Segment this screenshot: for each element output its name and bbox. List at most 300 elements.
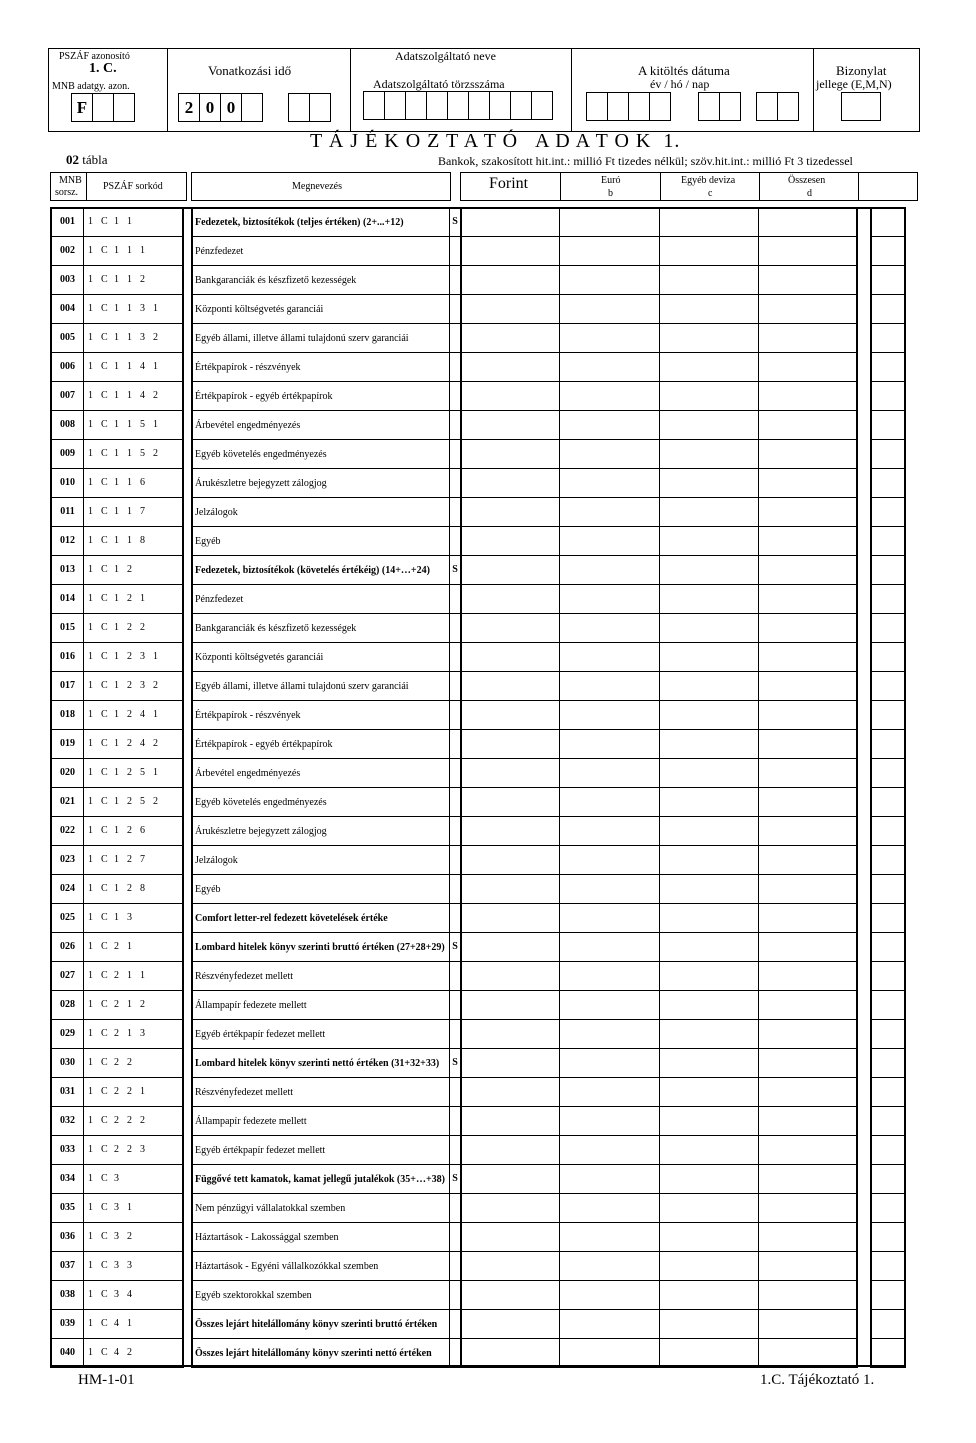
- row-value-forint-cell[interactable]: [460, 730, 560, 759]
- row-sum-marker: S: [449, 1165, 460, 1194]
- mnb-id-box-3[interactable]: [113, 93, 135, 122]
- provider-id-box-9[interactable]: [531, 91, 553, 120]
- row-number: 001: [50, 208, 84, 237]
- row-value-euro-cell[interactable]: [560, 1078, 660, 1107]
- row-value-other-cell[interactable]: [660, 701, 759, 730]
- row-value-total-cell[interactable]: [759, 382, 858, 411]
- row-value-euro-cell[interactable]: [560, 1194, 660, 1223]
- provider-id-box-6[interactable]: [468, 91, 490, 120]
- row-value-euro-cell[interactable]: [560, 440, 660, 469]
- fill-day-digit-1[interactable]: [756, 92, 778, 121]
- row-sum-marker: [449, 1223, 460, 1252]
- row-description-text: Árbevétel engedményezés: [195, 419, 301, 431]
- row-value-total-cell[interactable]: [759, 266, 858, 295]
- row-value-euro-cell[interactable]: [560, 1136, 660, 1165]
- row-value-forint-cell[interactable]: [460, 1020, 560, 1049]
- period-month-digit-1[interactable]: [288, 93, 310, 122]
- row-value-other-cell[interactable]: [660, 469, 759, 498]
- row-pszaf-code: [84, 904, 184, 933]
- row-value-euro-cell[interactable]: [560, 469, 660, 498]
- row-value-total-cell[interactable]: [759, 1078, 858, 1107]
- row-check-cell[interactable]: [870, 933, 906, 962]
- row-check-cell[interactable]: [870, 237, 906, 266]
- row-value-forint-cell[interactable]: [460, 875, 560, 904]
- row-value-total-cell[interactable]: [759, 498, 858, 527]
- row-value-other-cell[interactable]: [660, 1281, 759, 1310]
- row-pszaf-code-char: 2: [127, 767, 132, 778]
- mnb-id-box-2[interactable]: [92, 93, 114, 122]
- row-value-other-cell[interactable]: [660, 498, 759, 527]
- row-pszaf-code-char: C: [101, 535, 108, 546]
- row-value-forint-cell[interactable]: [460, 672, 560, 701]
- row-value-forint-cell[interactable]: [460, 324, 560, 353]
- row-check-cell[interactable]: [870, 846, 906, 875]
- row-value-other-cell[interactable]: [660, 1049, 759, 1078]
- row-description-text: Összes lejárt hitelállomány könyv szerinti nettó értéken: [195, 1347, 432, 1359]
- row-value-euro-cell[interactable]: [560, 1281, 660, 1310]
- row-value-total-cell[interactable]: [759, 1136, 858, 1165]
- row-value-other-cell[interactable]: [660, 846, 759, 875]
- row-value-total-cell[interactable]: [759, 556, 858, 585]
- row-description-text: Egyéb állami, illetve állami tulajdonú szerv garanciái: [195, 332, 409, 344]
- col-header-other-label: Egyéb deviza: [681, 175, 736, 186]
- row-sum-marker: [449, 730, 460, 759]
- row-check-cell[interactable]: [870, 759, 906, 788]
- row-value-forint-cell[interactable]: [460, 1281, 560, 1310]
- row-value-total-cell[interactable]: [759, 1165, 858, 1194]
- provider-id-box-5[interactable]: [447, 91, 469, 120]
- provider-id-box-7[interactable]: [489, 91, 511, 120]
- footer-form-code: HM-1-01: [78, 1372, 135, 1388]
- row-value-total-cell[interactable]: [759, 817, 858, 846]
- row-value-other-cell[interactable]: [660, 295, 759, 324]
- row-value-total-cell[interactable]: [759, 1107, 858, 1136]
- row-number: 013: [50, 556, 84, 585]
- row-value-forint-cell[interactable]: [460, 962, 560, 991]
- row-value-euro-cell[interactable]: [560, 1310, 660, 1339]
- row-value-euro-cell[interactable]: [560, 411, 660, 440]
- row-value-total-cell[interactable]: [759, 1194, 858, 1223]
- row-value-forint-cell[interactable]: [460, 788, 560, 817]
- row-value-total-cell[interactable]: [759, 208, 858, 237]
- row-sum-marker: [449, 324, 460, 353]
- row-value-total-cell[interactable]: [759, 1020, 858, 1049]
- period-year-digit-3[interactable]: 0: [220, 93, 242, 122]
- row-value-euro-cell[interactable]: [560, 353, 660, 382]
- row-check-cell[interactable]: [870, 730, 906, 759]
- row-value-other-cell[interactable]: [660, 875, 759, 904]
- row-check-cell[interactable]: [870, 1136, 906, 1165]
- row-pszaf-code: [84, 672, 184, 701]
- provider-id-box-8[interactable]: [510, 91, 532, 120]
- row-value-other-cell[interactable]: [660, 411, 759, 440]
- row-value-euro-cell[interactable]: [560, 933, 660, 962]
- row-value-forint-cell[interactable]: [460, 1310, 560, 1339]
- row-value-total-cell[interactable]: [759, 1252, 858, 1281]
- fill-year-digit-2[interactable]: [607, 92, 629, 121]
- table-row: [48, 295, 908, 324]
- row-value-other-cell[interactable]: [660, 1310, 759, 1339]
- row-check-cell[interactable]: [870, 469, 906, 498]
- row-value-forint-cell[interactable]: [460, 295, 560, 324]
- row-value-euro-cell[interactable]: [560, 1252, 660, 1281]
- row-value-euro-cell[interactable]: [560, 1223, 660, 1252]
- row-value-total-cell[interactable]: [759, 411, 858, 440]
- row-description-text: Háztartások - Lakossággal szemben: [195, 1231, 339, 1243]
- row-check-cell[interactable]: [870, 1078, 906, 1107]
- row-pszaf-code: [84, 1252, 184, 1281]
- row-value-forint-cell[interactable]: [460, 846, 560, 875]
- row-description-text: Fedezetek, biztosítékok (követelés értékéig) (14+…+24): [195, 564, 430, 576]
- period-year-digit-2[interactable]: 0: [199, 93, 221, 122]
- row-value-other-cell[interactable]: [660, 788, 759, 817]
- row-check-cell[interactable]: [870, 353, 906, 382]
- row-pszaf-code-char: 2: [140, 622, 145, 633]
- row-value-other-cell[interactable]: [660, 1252, 759, 1281]
- row-value-euro-cell[interactable]: [560, 1339, 660, 1368]
- row-pszaf-code-char: C: [101, 1086, 108, 1097]
- row-value-other-cell[interactable]: [660, 759, 759, 788]
- row-value-other-cell[interactable]: [660, 1020, 759, 1049]
- row-value-forint-cell[interactable]: [460, 904, 560, 933]
- row-pszaf-code: [84, 1020, 184, 1049]
- row-pszaf-code: [84, 1165, 184, 1194]
- row-value-other-cell[interactable]: [660, 1078, 759, 1107]
- row-pszaf-code-char: 1: [88, 477, 93, 488]
- row-check-cell[interactable]: [870, 295, 906, 324]
- row-value-euro-cell[interactable]: [560, 324, 660, 353]
- row-pszaf-code-char: 1: [88, 332, 93, 343]
- row-value-forint-cell[interactable]: [460, 1165, 560, 1194]
- row-value-euro-cell[interactable]: [560, 846, 660, 875]
- row-pszaf-code-char: 2: [127, 651, 132, 662]
- row-number: 019: [50, 730, 84, 759]
- table-row: [48, 1020, 908, 1049]
- table-row: [48, 266, 908, 295]
- provider-id-box-1[interactable]: [363, 91, 385, 120]
- row-value-forint-cell[interactable]: [460, 498, 560, 527]
- table-row: [48, 875, 908, 904]
- row-value-other-cell[interactable]: [660, 1339, 759, 1368]
- row-pszaf-code-char: 2: [127, 738, 132, 749]
- row-check-cell[interactable]: [870, 817, 906, 846]
- row-value-other-cell[interactable]: [660, 353, 759, 382]
- table-row: [48, 353, 908, 382]
- row-number: 010: [50, 469, 84, 498]
- row-check-cell[interactable]: [870, 411, 906, 440]
- row-check-cell[interactable]: [870, 962, 906, 991]
- row-value-other-cell[interactable]: [660, 1194, 759, 1223]
- provider-id-box-2[interactable]: [384, 91, 406, 120]
- row-check-cell[interactable]: [870, 1281, 906, 1310]
- row-pszaf-code-char: C: [101, 709, 108, 720]
- row-value-forint-cell[interactable]: [460, 614, 560, 643]
- col-header-total-label: Összesen: [788, 175, 826, 186]
- row-value-forint-cell[interactable]: [460, 411, 560, 440]
- row-pszaf-code-char: 3: [114, 1260, 119, 1271]
- row-value-other-cell[interactable]: [660, 672, 759, 701]
- row-value-total-cell[interactable]: [759, 469, 858, 498]
- row-check-cell[interactable]: [870, 1310, 906, 1339]
- row-check-cell[interactable]: [870, 585, 906, 614]
- row-value-total-cell[interactable]: [759, 1310, 858, 1339]
- row-value-total-cell[interactable]: [759, 701, 858, 730]
- row-value-forint-cell[interactable]: [460, 1049, 560, 1078]
- row-value-other-cell[interactable]: [660, 614, 759, 643]
- row-value-total-cell[interactable]: [759, 1049, 858, 1078]
- period-year-digit-1[interactable]: 2: [178, 93, 200, 122]
- row-value-total-cell[interactable]: [759, 324, 858, 353]
- row-value-total-cell[interactable]: [759, 933, 858, 962]
- row-description: [191, 846, 449, 875]
- row-value-total-cell[interactable]: [759, 585, 858, 614]
- row-pszaf-code-char: C: [101, 506, 108, 517]
- row-value-euro-cell[interactable]: [560, 1165, 660, 1194]
- row-pszaf-code-char: 8: [140, 883, 145, 894]
- row-value-other-cell[interactable]: [660, 1165, 759, 1194]
- row-value-forint-cell[interactable]: [460, 585, 560, 614]
- row-value-other-cell[interactable]: [660, 991, 759, 1020]
- row-check-cell[interactable]: [870, 672, 906, 701]
- row-check-cell[interactable]: [870, 1107, 906, 1136]
- row-value-other-cell[interactable]: [660, 324, 759, 353]
- row-check-cell[interactable]: [870, 1049, 906, 1078]
- row-value-forint-cell[interactable]: [460, 933, 560, 962]
- row-sum-marker: [449, 295, 460, 324]
- row-check-cell[interactable]: [870, 382, 906, 411]
- row-value-total-cell[interactable]: [759, 353, 858, 382]
- row-value-total-cell[interactable]: [759, 643, 858, 672]
- row-value-forint-cell[interactable]: [460, 440, 560, 469]
- fill-date-boxes: [586, 92, 808, 121]
- row-check-cell[interactable]: [870, 266, 906, 295]
- row-check-cell[interactable]: [870, 643, 906, 672]
- row-value-euro-cell[interactable]: [560, 556, 660, 585]
- row-value-forint-cell[interactable]: [460, 1136, 560, 1165]
- row-value-other-cell[interactable]: [660, 933, 759, 962]
- row-pszaf-code-char: 1: [88, 738, 93, 749]
- row-value-total-cell[interactable]: [759, 1281, 858, 1310]
- row-check-cell[interactable]: [870, 1339, 906, 1368]
- row-value-other-cell[interactable]: [660, 237, 759, 266]
- row-value-forint-cell[interactable]: [460, 701, 560, 730]
- provider-id-box-3[interactable]: [405, 91, 427, 120]
- row-value-forint-cell[interactable]: [460, 1339, 560, 1368]
- row-value-other-cell[interactable]: [660, 1223, 759, 1252]
- row-description-text: Árukészletre bejegyzett zálogjog: [195, 825, 327, 837]
- row-pszaf-code-char: 1: [88, 1173, 93, 1184]
- row-pszaf-code: [84, 730, 184, 759]
- row-value-euro-cell[interactable]: [560, 585, 660, 614]
- row-value-total-cell[interactable]: [759, 875, 858, 904]
- row-value-euro-cell[interactable]: [560, 1020, 660, 1049]
- row-value-total-cell[interactable]: [759, 614, 858, 643]
- row-value-other-cell[interactable]: [660, 643, 759, 672]
- col-header-other-sub: c: [708, 188, 713, 199]
- row-value-forint-cell[interactable]: [460, 382, 560, 411]
- row-pszaf-code: [84, 643, 184, 672]
- mnb-id-box-1[interactable]: F: [71, 93, 93, 122]
- row-value-total-cell[interactable]: [759, 788, 858, 817]
- row-value-forint-cell[interactable]: [460, 1223, 560, 1252]
- row-value-euro-cell[interactable]: [560, 759, 660, 788]
- row-value-euro-cell[interactable]: [560, 527, 660, 556]
- row-value-euro-cell[interactable]: [560, 991, 660, 1020]
- row-value-forint-cell[interactable]: [460, 237, 560, 266]
- row-check-cell[interactable]: [870, 208, 906, 237]
- row-value-total-cell[interactable]: [759, 904, 858, 933]
- row-value-other-cell[interactable]: [660, 208, 759, 237]
- row-pszaf-code-char: 2: [127, 825, 132, 836]
- row-value-total-cell[interactable]: [759, 991, 858, 1020]
- row-check-cell[interactable]: [870, 1252, 906, 1281]
- row-value-euro-cell[interactable]: [560, 498, 660, 527]
- row-value-euro-cell[interactable]: [560, 730, 660, 759]
- row-value-euro-cell[interactable]: [560, 788, 660, 817]
- row-value-total-cell[interactable]: [759, 1339, 858, 1368]
- row-value-total-cell[interactable]: [759, 759, 858, 788]
- row-value-euro-cell[interactable]: [560, 817, 660, 846]
- row-sum-marker: [449, 962, 460, 991]
- row-number: 007: [50, 382, 84, 411]
- row-value-euro-cell[interactable]: [560, 672, 660, 701]
- row-pszaf-code-char: 1: [127, 419, 132, 430]
- row-pszaf-code-char: 2: [140, 999, 145, 1010]
- row-value-euro-cell[interactable]: [560, 208, 660, 237]
- row-value-forint-cell[interactable]: [460, 469, 560, 498]
- row-pszaf-code-char: 6: [140, 825, 145, 836]
- row-description-text: Háztartások - Egyéni vállalkozókkal szemben: [195, 1260, 379, 1272]
- row-check-cell[interactable]: [870, 527, 906, 556]
- row-check-cell[interactable]: [870, 556, 906, 585]
- row-value-forint-cell[interactable]: [460, 817, 560, 846]
- row-pszaf-code-char: 1: [88, 535, 93, 546]
- row-value-euro-cell[interactable]: [560, 701, 660, 730]
- row-pszaf-code-char: 4: [140, 709, 145, 720]
- row-value-forint-cell[interactable]: [460, 208, 560, 237]
- row-value-euro-cell[interactable]: [560, 382, 660, 411]
- provider-id-box-4[interactable]: [426, 91, 448, 120]
- row-value-forint-cell[interactable]: [460, 1252, 560, 1281]
- row-value-euro-cell[interactable]: [560, 614, 660, 643]
- row-check-cell[interactable]: [870, 1194, 906, 1223]
- row-value-total-cell[interactable]: [759, 1223, 858, 1252]
- row-value-other-cell[interactable]: [660, 382, 759, 411]
- row-value-forint-cell[interactable]: [460, 266, 560, 295]
- row-value-other-cell[interactable]: [660, 1107, 759, 1136]
- row-check-cell[interactable]: [870, 904, 906, 933]
- fill-month-digit-2[interactable]: [719, 92, 741, 121]
- row-value-forint-cell[interactable]: [460, 353, 560, 382]
- row-description-text: Pénzfedezet: [195, 245, 244, 257]
- row-value-euro-cell[interactable]: [560, 1107, 660, 1136]
- row-check-cell[interactable]: [870, 788, 906, 817]
- row-value-total-cell[interactable]: [759, 237, 858, 266]
- row-value-forint-cell[interactable]: [460, 556, 560, 585]
- row-value-total-cell[interactable]: [759, 440, 858, 469]
- row-value-total-cell[interactable]: [759, 846, 858, 875]
- row-value-forint-cell[interactable]: [460, 991, 560, 1020]
- row-value-euro-cell[interactable]: [560, 237, 660, 266]
- row-value-euro-cell[interactable]: [560, 266, 660, 295]
- row-value-other-cell[interactable]: [660, 266, 759, 295]
- row-sum-marker: [449, 875, 460, 904]
- row-description: [191, 1107, 449, 1136]
- row-pszaf-code-char: 1: [127, 245, 132, 256]
- row-value-forint-cell[interactable]: [460, 1107, 560, 1136]
- period-year-digit-4[interactable]: [241, 93, 263, 122]
- row-value-forint-cell[interactable]: [460, 1194, 560, 1223]
- row-check-cell[interactable]: [870, 614, 906, 643]
- row-value-euro-cell[interactable]: [560, 875, 660, 904]
- row-value-euro-cell[interactable]: [560, 643, 660, 672]
- row-pszaf-code: [84, 991, 184, 1020]
- row-value-forint-cell[interactable]: [460, 1078, 560, 1107]
- fill-year-digit-1[interactable]: [586, 92, 608, 121]
- row-value-other-cell[interactable]: [660, 585, 759, 614]
- row-value-other-cell[interactable]: [660, 556, 759, 585]
- row-description: [191, 1281, 449, 1310]
- fill-year-digit-3[interactable]: [628, 92, 650, 121]
- fill-year-digit-4[interactable]: [649, 92, 671, 121]
- fill-day-digit-2[interactable]: [777, 92, 799, 121]
- row-check-cell[interactable]: [870, 1165, 906, 1194]
- row-value-other-cell[interactable]: [660, 440, 759, 469]
- row-value-forint-cell[interactable]: [460, 643, 560, 672]
- row-value-euro-cell[interactable]: [560, 295, 660, 324]
- row-value-other-cell[interactable]: [660, 527, 759, 556]
- row-pszaf-code-char: 2: [127, 796, 132, 807]
- row-check-cell[interactable]: [870, 440, 906, 469]
- row-value-other-cell[interactable]: [660, 904, 759, 933]
- row-value-other-cell[interactable]: [660, 817, 759, 846]
- row-value-other-cell[interactable]: [660, 962, 759, 991]
- row-check-cell[interactable]: [870, 498, 906, 527]
- row-value-euro-cell[interactable]: [560, 962, 660, 991]
- row-value-forint-cell[interactable]: [460, 527, 560, 556]
- row-value-total-cell[interactable]: [759, 730, 858, 759]
- row-number: 020: [50, 759, 84, 788]
- row-check-cell[interactable]: [870, 1020, 906, 1049]
- doc-type-box[interactable]: [841, 92, 881, 121]
- row-value-euro-cell[interactable]: [560, 904, 660, 933]
- col-header-mnb: [50, 172, 87, 201]
- row-check-cell[interactable]: [870, 1223, 906, 1252]
- row-sum-marker: S: [449, 208, 460, 237]
- row-number: 033: [50, 1136, 84, 1165]
- row-description: [191, 324, 449, 353]
- fill-month-digit-1[interactable]: [698, 92, 720, 121]
- row-value-total-cell[interactable]: [759, 672, 858, 701]
- row-value-other-cell[interactable]: [660, 730, 759, 759]
- row-value-total-cell[interactable]: [759, 962, 858, 991]
- row-check-cell[interactable]: [870, 324, 906, 353]
- row-value-total-cell[interactable]: [759, 295, 858, 324]
- period-month-digit-2[interactable]: [309, 93, 331, 122]
- row-value-forint-cell[interactable]: [460, 759, 560, 788]
- row-value-total-cell[interactable]: [759, 527, 858, 556]
- row-pszaf-code: [84, 846, 184, 875]
- row-value-other-cell[interactable]: [660, 1136, 759, 1165]
- row-check-cell[interactable]: [870, 701, 906, 730]
- row-value-euro-cell[interactable]: [560, 1049, 660, 1078]
- row-pszaf-code-char: 1: [127, 361, 132, 372]
- row-description-text: Függővé tett kamatok, kamat jellegű jutalékok (35+…+38): [195, 1173, 445, 1185]
- row-check-cell[interactable]: [870, 991, 906, 1020]
- row-sum-marker: [449, 614, 460, 643]
- row-check-cell[interactable]: [870, 875, 906, 904]
- row-description-text: Egyéb követelés engedményezés: [195, 796, 327, 808]
